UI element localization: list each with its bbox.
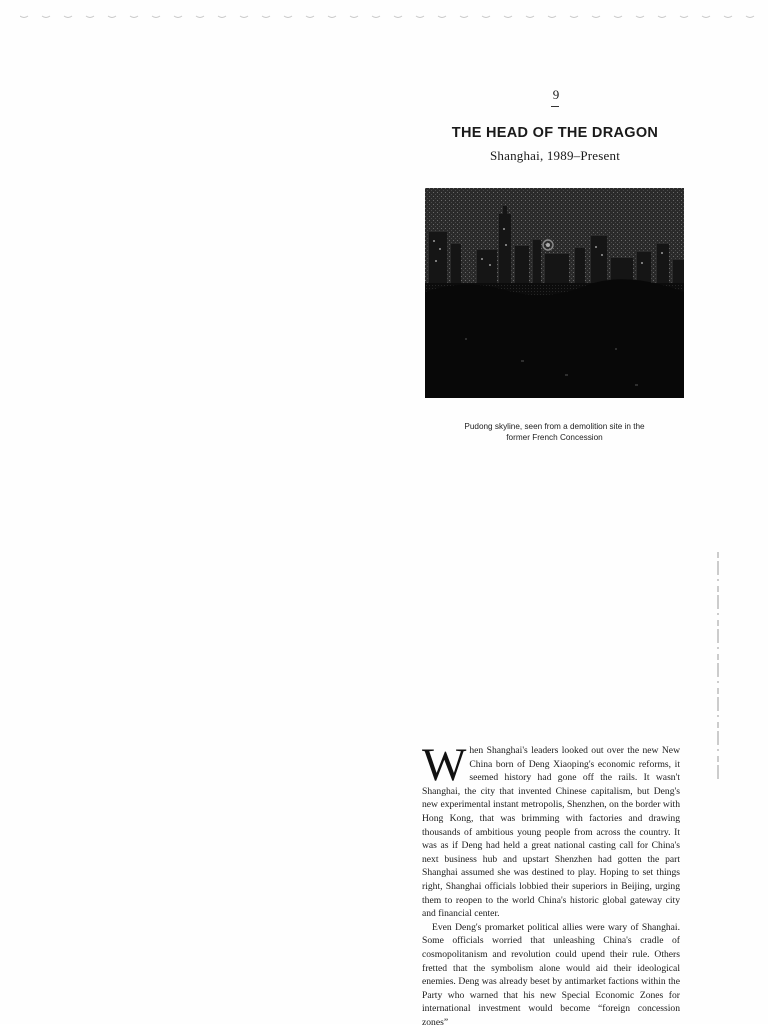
paragraph-2: Even Deng's promarket political allies were wary of Shanghai. Some officials worried that unleashing China's cradle of cosmopolitanism and revolution could upend their rule. Others fretted that the symbolism alone would aid their ideological enemies. Deng was already beset by antimarket factions within the Party who warned that his new Special Economic Zones for international investment would become “foreign concession zones”	[422, 921, 680, 1028]
scan-margin-line	[717, 552, 719, 782]
pudong-skyline-photo	[425, 188, 684, 398]
caption-line-2: former French Concession	[506, 433, 603, 442]
paragraph-1	[422, 739, 680, 921]
photo-caption	[425, 421, 684, 443]
scan-edge-artifacts	[20, 10, 760, 22]
caption-line-1: Pudong skyline, seen from a demolition site in the	[464, 422, 645, 431]
chapter-subtitle: Shanghai, 1989–Present	[489, 148, 621, 163]
chapter-title: THE HEAD OF THE DRAGON	[451, 125, 659, 141]
chapter-number-rule	[551, 106, 559, 107]
chapter-body-text	[422, 739, 680, 1029]
drop-cap: W	[422, 739, 467, 791]
paragraph-1-text: hen Shanghai's leaders looked out over the new New China born of Deng Xiaoping's economic reforms, it seemed history had gone off the rails. It wasn't Shanghai, the city that invented Chinese capitalism, but Deng's new experimental instant metropolis, Shenzhen, on the border with Hong Kong, that was brimming with factories and drawing thousands of ambitious young people from across the country. It was as if Deng had held a great national casting call for China's next business hub and upstart Shenzhen had gotten the part Shanghai assumed she was destined to play. Hoping to set things right, Shanghai officials lobbied their superiors in Beijing, urging them to reopen to the world China's historic global gateway city and financial center.	[422, 745, 680, 920]
chapter-number: 9	[552, 87, 560, 102]
